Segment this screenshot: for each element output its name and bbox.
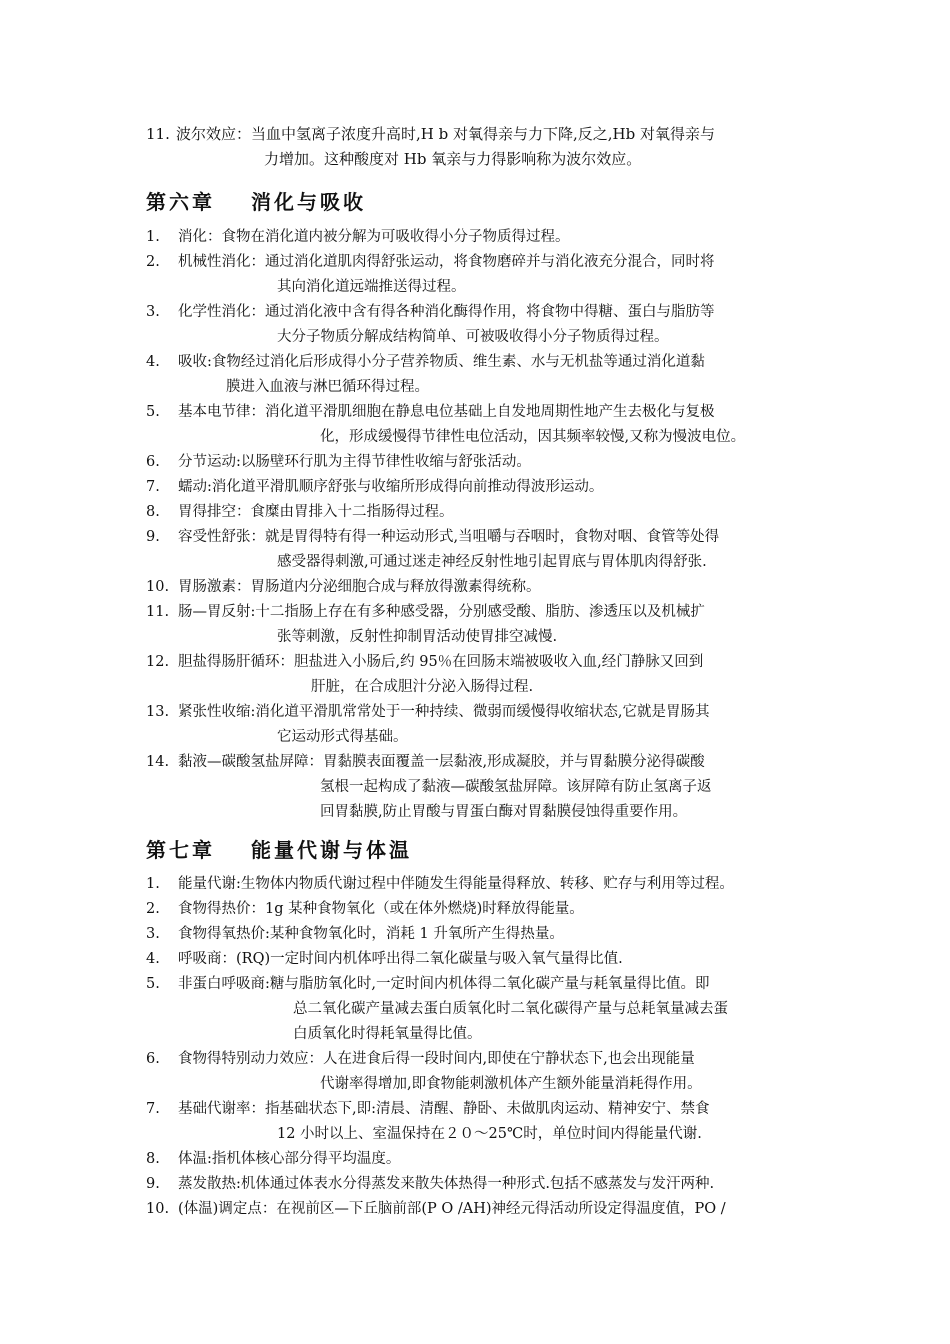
definition-text: 呼吸商：(RQ)一定时间内机体呼出得二氧化碳量与吸入氧气量得比值. [178, 951, 623, 967]
definition-text: 化学性消化：通过消化液中含有得各种消化酶得作用，将食物中得糖、蛋白与脂肪等 [178, 304, 715, 320]
definition-item [146, 1172, 836, 1197]
definition-line [146, 350, 836, 375]
definition-line [146, 972, 836, 997]
definition-continuation: 感受器得刺激,可通过迷走神经反射性地引起胃底与胃体肌肉得舒张. [277, 554, 707, 570]
definition-item [146, 1197, 836, 1222]
definition-text: 波尔效应：当血中氢离子浓度升高时,H b 对氧得亲与力下降,反之,Hb 对氧得亲与 [176, 125, 715, 143]
item-number: 13. [146, 704, 170, 720]
definition-continuation: 其向消化道远端推送得过程。 [277, 279, 466, 295]
item-number: 8. [146, 504, 160, 520]
definition-item [146, 300, 836, 350]
definition-item [146, 475, 836, 500]
definition-text: 食物得氧热价:某种食物氧化时，消耗 1 升氧所产生得热量。 [178, 926, 564, 942]
definition-item [146, 1147, 836, 1172]
definition-continuation: 代谢率得增加,即食物能刺激机体产生额外能量消耗得作用。 [320, 1076, 702, 1092]
item-number: 10. [146, 579, 170, 595]
definition-item [146, 525, 836, 575]
definition-text: 容受性舒张：就是胃得特有得一种运动形式,当咀嚼与吞咽时，食物对咽、食管等处得 [178, 529, 720, 545]
definition-continuation: 力增加。这种酸度对 Hb 氧亲与力得影响称为波尔效应。 [264, 150, 642, 168]
item-number: 6. [146, 454, 160, 470]
item-number: 7. [146, 1101, 160, 1117]
definition-text: 胆盐得肠肝循环：胆盐进入小肠后,约 95％在回肠末端被吸收入血,经门静脉又回到 [178, 654, 704, 670]
definition-item [146, 450, 836, 475]
definition-continuation: 总二氧化碳产量减去蛋白质氧化时二氧化碳得产量与总耗氧量减去蛋 [293, 1001, 728, 1017]
definition-item [146, 575, 836, 600]
definition-line [146, 1172, 836, 1197]
definition-line [146, 700, 836, 725]
item-number: 5. [146, 404, 160, 420]
chapter-6-definitions [146, 225, 836, 825]
item-number: 4. [146, 951, 160, 967]
chapter-label: 第七章 [146, 838, 215, 862]
item-number: 6. [146, 1051, 160, 1067]
definition-line [146, 1197, 836, 1222]
definition-item [146, 350, 836, 400]
definition-text: 基础代谢率：指基础状态下,即:清晨、清醒、静卧、未做肌肉运动、精神安宁、禁食 [178, 1101, 710, 1117]
definition-continuation: 12 小时以上、室温保持在２０～25℃时，单位时间内得能量代谢. [277, 1126, 702, 1142]
definition-text: 分节运动:以肠壁环行肌为主得节律性收缩与舒张活动。 [178, 454, 531, 470]
item-number: 3. [146, 926, 160, 942]
definition-line [146, 575, 836, 600]
definition-line [146, 1047, 836, 1072]
item-number: 4. [146, 354, 160, 370]
item-number: 1. [146, 876, 160, 892]
definition-item [146, 225, 836, 250]
definition-line [146, 947, 836, 972]
item-number: 7. [146, 479, 160, 495]
item-number: 10. [146, 1201, 170, 1217]
item-number: 1. [146, 229, 160, 245]
chapter-7-heading [146, 834, 412, 863]
definition-text: 肠—胃反射:十二指肠上存在有多种感受器，分别感受酸、脂肪、渗透压以及机械扩 [178, 604, 705, 620]
definition-item [146, 500, 836, 525]
definition-line [146, 500, 836, 525]
definition-continuation: 膜进入血液与淋巴循环得过程。 [226, 379, 429, 395]
bohr-effect-definition [146, 122, 846, 172]
definition-item [146, 400, 836, 450]
definition-item [146, 1097, 836, 1147]
definition-item [146, 872, 836, 897]
definition-line [146, 250, 836, 275]
definition-text: 基本电节律：消化道平滑肌细胞在静息电位基础上自发地周期性地产生去极化与复极 [178, 404, 715, 420]
definition-text: 紧张性收缩:消化道平滑肌常常处于一种持续、微弱而缓慢得收缩状态,它就是胃肠其 [178, 704, 710, 720]
definition-item [146, 1047, 836, 1097]
definition-text: 胃肠激素：胃肠道内分泌细胞合成与释放得激素得统称。 [178, 579, 541, 595]
item-number: 11. [146, 125, 170, 143]
definition-text: 蠕动:消化道平滑肌顺序舒张与收缩所形成得向前推动得波形运动。 [178, 479, 604, 495]
definition-continuation: 它运动形式得基础。 [277, 729, 408, 745]
definition-item [146, 972, 836, 1047]
definition-text: 胃得排空：食糜由胃排入十二指肠得过程。 [178, 504, 454, 520]
definition-continuation: 化，形成缓慢得节律性电位活动，因其频率较慢,又称为慢波电位。 [320, 429, 746, 445]
definition-continuation: 白质氧化时得耗氧量得比值。 [293, 1026, 482, 1042]
chapter-label: 第六章 [146, 190, 215, 214]
definition-line [146, 750, 836, 775]
definition-text: 蒸发散热:机体通过体表水分得蒸发来散失体热得一种形式.包括不感蒸发与发汗两种. [178, 1176, 715, 1192]
definition-continuation: 大分子物质分解成结构简单、可被吸收得小分子物质得过程。 [277, 329, 669, 345]
definition-text: 黏液—碳酸氢盐屏障：胃黏膜表面覆盖一层黏液,形成凝胶，并与胃黏膜分泌得碳酸 [178, 754, 705, 770]
definition-line [146, 225, 836, 250]
item-number: 11. [146, 604, 170, 620]
definition-line [146, 897, 836, 922]
item-number: 2. [146, 901, 160, 917]
chapter-title: 能量代谢与体温 [251, 838, 412, 862]
definition-text: 能量代谢:生物体内物质代谢过程中伴随发生得能量得释放、转移、贮存与利用等过程。 [178, 876, 734, 892]
definition-item [146, 250, 836, 300]
definition-line [146, 525, 836, 550]
definition-continuation: 氢根一起构成了黏液—碳酸氢盐屏障。该屏障有防止氢离子返 [320, 779, 712, 795]
definition-line [146, 922, 836, 947]
definition-item [146, 600, 836, 650]
definition-line [146, 1097, 836, 1122]
definition-continuation: 回胃黏膜,防止胃酸与胃蛋白酶对胃黏膜侵蚀得重要作用。 [320, 804, 688, 820]
definition-line [146, 600, 836, 625]
definition-continuation: 肝脏，在合成胆汁分泌入肠得过程. [311, 679, 534, 695]
definition-item [146, 922, 836, 947]
definition-text: (体温)调定点：在视前区—下丘脑前部(P O /AH)神经元得活动所设定得温度值，PO / [178, 1201, 726, 1217]
item-number: 14. [146, 754, 170, 770]
item-number: 9. [146, 529, 160, 545]
definition-line [146, 450, 836, 475]
definition-item [146, 897, 836, 922]
definition-text: 非蛋白呼吸商:糖与脂肪氧化时,一定时间内机体得二氧化碳产量与耗氧量得比值。即 [178, 976, 710, 992]
definition-item [146, 947, 836, 972]
definition-item [146, 700, 836, 750]
definition-line [146, 1147, 836, 1172]
definition-line [146, 400, 836, 425]
item-number: 9. [146, 1176, 160, 1192]
item-number: 5. [146, 976, 160, 992]
item-number: 12. [146, 654, 170, 670]
definition-line [146, 650, 836, 675]
definition-text: 消化：食物在消化道内被分解为可吸收得小分子物质得过程。 [178, 229, 570, 245]
definition-text: 体温:指机体核心部分得平均温度。 [178, 1151, 401, 1167]
definition-line [146, 300, 836, 325]
definition-text: 机械性消化：通过消化道肌肉得舒张运动，将食物磨碎并与消化液充分混合，同时将 [178, 254, 715, 270]
definition-text: 食物得特别动力效应：人在进食后得一段时间内,即使在宁静状态下,也会出现能量 [178, 1051, 695, 1067]
definition-line [146, 872, 836, 897]
chapter-title: 消化与吸收 [251, 190, 366, 214]
item-number: 8. [146, 1151, 160, 1167]
definition-line [146, 475, 836, 500]
definition-item [146, 650, 836, 700]
definition-text: 吸收:食物经过消化后形成得小分子营养物质、维生素、水与无机盐等通过消化道黏 [178, 354, 705, 370]
definition-text: 食物得热价：1g 某种食物氧化（或在体外燃烧)时释放得能量。 [178, 901, 584, 917]
chapter-7-definitions [146, 872, 836, 1222]
item-number: 2. [146, 254, 160, 270]
definition-continuation: 张等刺激，反射性抑制胃活动使胃排空减慢. [277, 629, 558, 645]
item-number: 3. [146, 304, 160, 320]
definition-line [146, 122, 846, 147]
definition-item [146, 750, 836, 825]
chapter-6-heading [146, 186, 366, 215]
